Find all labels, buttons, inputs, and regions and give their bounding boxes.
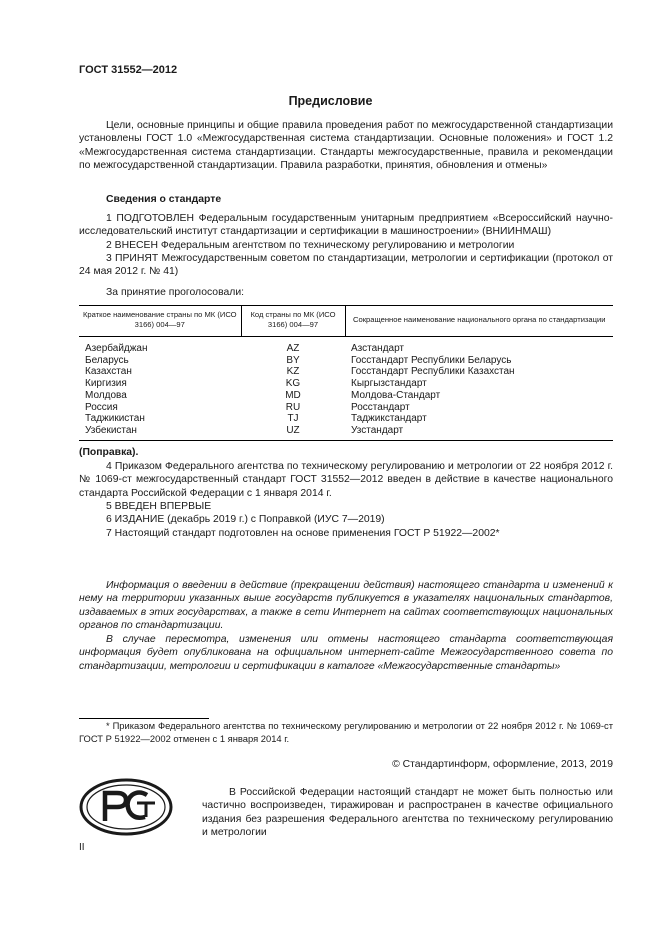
body-cell: Госстандарт Республики Казахстан [351,366,515,378]
footnote: * Приказом Федерального агентства по техническому регулированию и метрологии от 22 ноября 2012 г. № 1069-ст ГОСТ Р 51922—2002 отменен с 1 января 2014 г. [79,720,613,744]
table-row [79,378,613,390]
list-item: 1 ПОДГОТОВЛЕН Федеральным государственным унитарным предприятием «Всероссийский научно-исследовательский институт стандартизации и сертификации в машиностроении» (ВНИИНМАШ) [79,213,613,238]
code-cell: MD [285,389,301,401]
body-cell: Госстандарт Республики Беларусь [351,354,512,366]
country-cell: Киргизия [85,378,127,390]
table-row [79,402,613,414]
body-cell: Росстандарт [351,401,410,413]
column-header-code: Код страны по МК (ИСО 3166) 004—97 [241,306,345,337]
list-item: 7 Настоящий стандарт подготовлен на основе применения ГОСТ Р 51922—2002* [106,528,500,539]
member-states-table [79,305,613,441]
code-cell: KG [285,378,301,390]
list-item: 3 ПРИНЯТ Межгосударственным советом по стандартизации, метрологии и сертификации (протокол от 24 мая 2012 г. № 41) [79,253,613,278]
intro-paragraph: Цели, основные принципы и общие правила проведения работ по межгосударственной стандартизации установлены ГОСТ 1.0 «Межгосударственная система стандартизации. Основные положения» и ГОСТ 1.2 «Межгосударственная система стандартизации. Стандарты межгосударственные, правила и рекомендации по межгосударственной стандартизации. Правила разработки, принятия, обновления и отмены» [79,120,613,172]
code-cell: UZ [241,425,345,440]
pct-certification-logo-icon [79,777,173,837]
list-item: 6 ИЗДАНИЕ (декабрь 2019 г.) с Поправкой (ИУС 7—2019) [106,514,385,525]
code-cell: AZ [286,343,300,354]
country-cell: Казахстан [85,366,132,378]
list-item: 4 Приказом Федерального агентства по техническому регулированию и метрологии от 22 ноября 2012 г. № 1069-ст межгосударственный стандарт ГОСТ 31552—2012 введен в действие в качестве национального стандарта Российской Федерации с 1 января 2014 г. [79,461,613,499]
table-row [79,390,613,402]
code-cell: TJ [287,413,299,425]
body-cell: Азстандарт [351,343,405,354]
body-cell: Кыргызстандарт [351,378,427,390]
copyright: © Стандартинформ, оформление, 2013, 2019 [392,759,613,770]
table-row [79,413,613,425]
country-cell: Азербайджан [85,343,148,354]
column-header-body: Сокращенное наименование национального органа по стандартизации [345,306,613,337]
table-row [79,366,613,378]
country-cell: Молдова [85,389,127,401]
code-cell: RU [285,401,301,413]
column-header-country: Краткое наименование страны по МК (ИСО 3166) 004—97 [79,306,241,337]
section-heading: Сведения о стандарте [106,194,222,205]
footnote-divider [79,718,209,719]
voted-label: За принятие проголосовали: [106,287,245,298]
page-number: II [79,842,85,853]
table-row [79,425,613,440]
table-row [79,337,613,355]
country-cell: Таджикистан [85,413,145,425]
amendment-note: (Поправка). [79,447,139,458]
country-cell: Россия [85,401,118,413]
country-cell: Узбекистан [79,425,241,440]
info-paragraph: Информация о введении в действие (прекращении действия) настоящего стандарта и изменений к нему на территории указанных выше государств публикуется в указателях национальных стандартов, издаваемых в этих государствах, а также в сети Интернет на сайтах соответствующих национальных органов по стандартизации. [79,580,613,632]
page-title: Предисловие [288,94,373,108]
document-code: ГОСТ 31552—2012 [79,64,178,76]
list-item: 5 ВВЕДЕН ВПЕРВЫЕ [106,501,212,512]
code-cell: BY [286,354,300,366]
body-cell: Молдова-Стандарт [351,389,441,401]
body-cell: Узстандарт [345,425,613,440]
body-cell: Таджикстандарт [351,413,427,425]
country-cell: Беларусь [85,354,129,366]
code-cell: KZ [286,366,300,378]
table-row [79,355,613,367]
list-item: 2 ВНЕСЕН Федеральным агентством по техническому регулированию и метрологии [106,240,515,251]
info-paragraph: В случае пересмотра, изменения или отмены настоящего стандарта соответствующая информация будет опубликована на официальном интернет-сайте Межгосударственного совета по стандартизации, метрологии и сертификации в каталоге «Межгосударственные стандарты» [79,634,613,672]
reproduction-notice: В Российской Федерации настоящий стандарт не может быть полностью или частично воспроизведен, тиражирован и распространен в качестве официального издания без разрешения Федерального агентства по техническому регулированию и метрологии [202,787,613,839]
